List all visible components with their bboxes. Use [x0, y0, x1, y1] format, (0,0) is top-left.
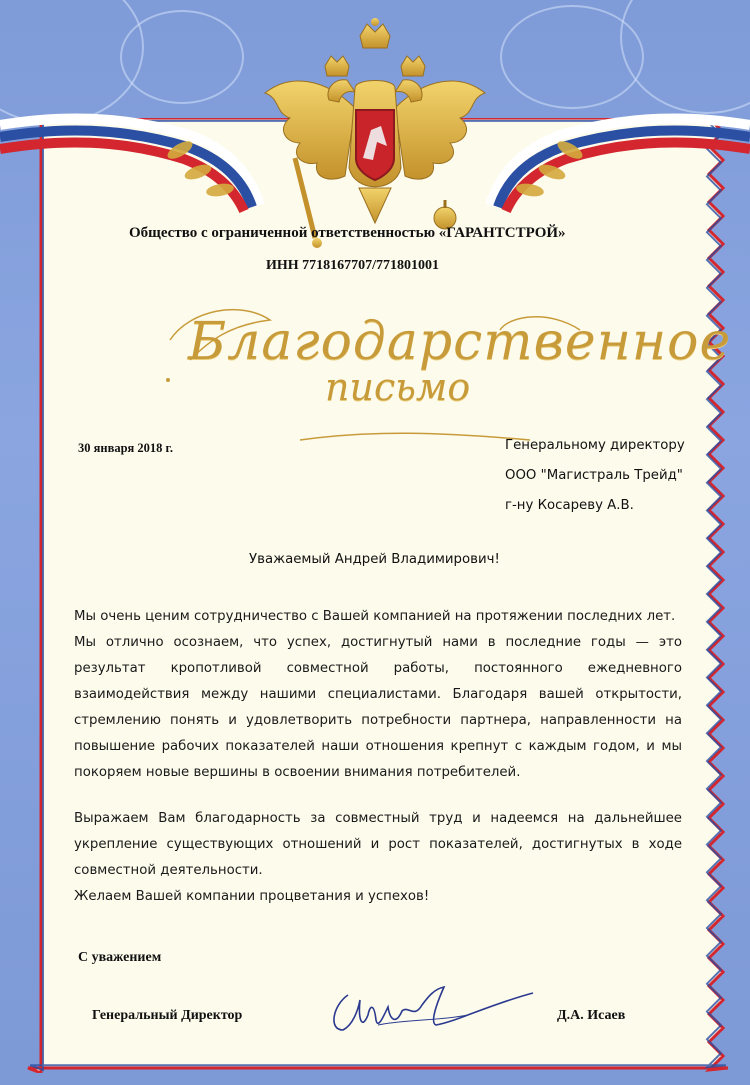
paragraph: Выражаем Вам благодарность за совместный труд и надеемся на дальнейшее укрепление существующих отношений и рост показателей, достигнутых в ходе совместной деятельности.	[74, 811, 682, 878]
ornament-swirl	[120, 10, 244, 104]
letter-date: 30 января 2018 г.	[78, 441, 173, 455]
recipient-line: г-ну Косареву А.В.	[505, 498, 634, 513]
paragraph: Мы отлично осознаем, что успех, достигнутый нами в последние годы — это результат кропотливой совместной работы, постоянного ежедневного взаимодействия между нашими специалистами. Благодаря вашей открытости, стремлению понять и удовлетворить потребности партнера, направленности на повышение рабочих показателей наши отношения крепнут с каждым годом, и мы покоряем новые вершины в освоении внимания потребителей.	[74, 635, 682, 780]
company-name: Общество с ограниченной ответственностью «ГАРАНТСТРОЙ»	[129, 225, 566, 241]
paragraph: Мы очень ценим сотрудничество с Вашей компанией на протяжении последних лет.	[74, 609, 676, 624]
paragraph: Желаем Вашей компании процветания и успехов!	[74, 889, 430, 904]
closing-regards: С уважением	[78, 950, 162, 965]
title-line-1: Благодарственное	[188, 312, 732, 372]
title-line-2: письмо	[325, 365, 471, 409]
recipient-line: Генеральному директору	[505, 438, 685, 453]
company-inn: ИНН 7718167707/771801001	[266, 258, 440, 273]
salutation: Уважаемый Андрей Владимирович!	[249, 552, 500, 567]
title-flourish	[150, 300, 600, 450]
signer-position: Генеральный Директор	[92, 1008, 243, 1023]
coat-of-arms-icon	[255, 18, 495, 253]
signer-name: Д.А. Исаев	[557, 1008, 626, 1023]
recipient-line: ООО "Магистраль Трейд"	[505, 468, 683, 483]
handwritten-signature	[318, 975, 548, 1045]
